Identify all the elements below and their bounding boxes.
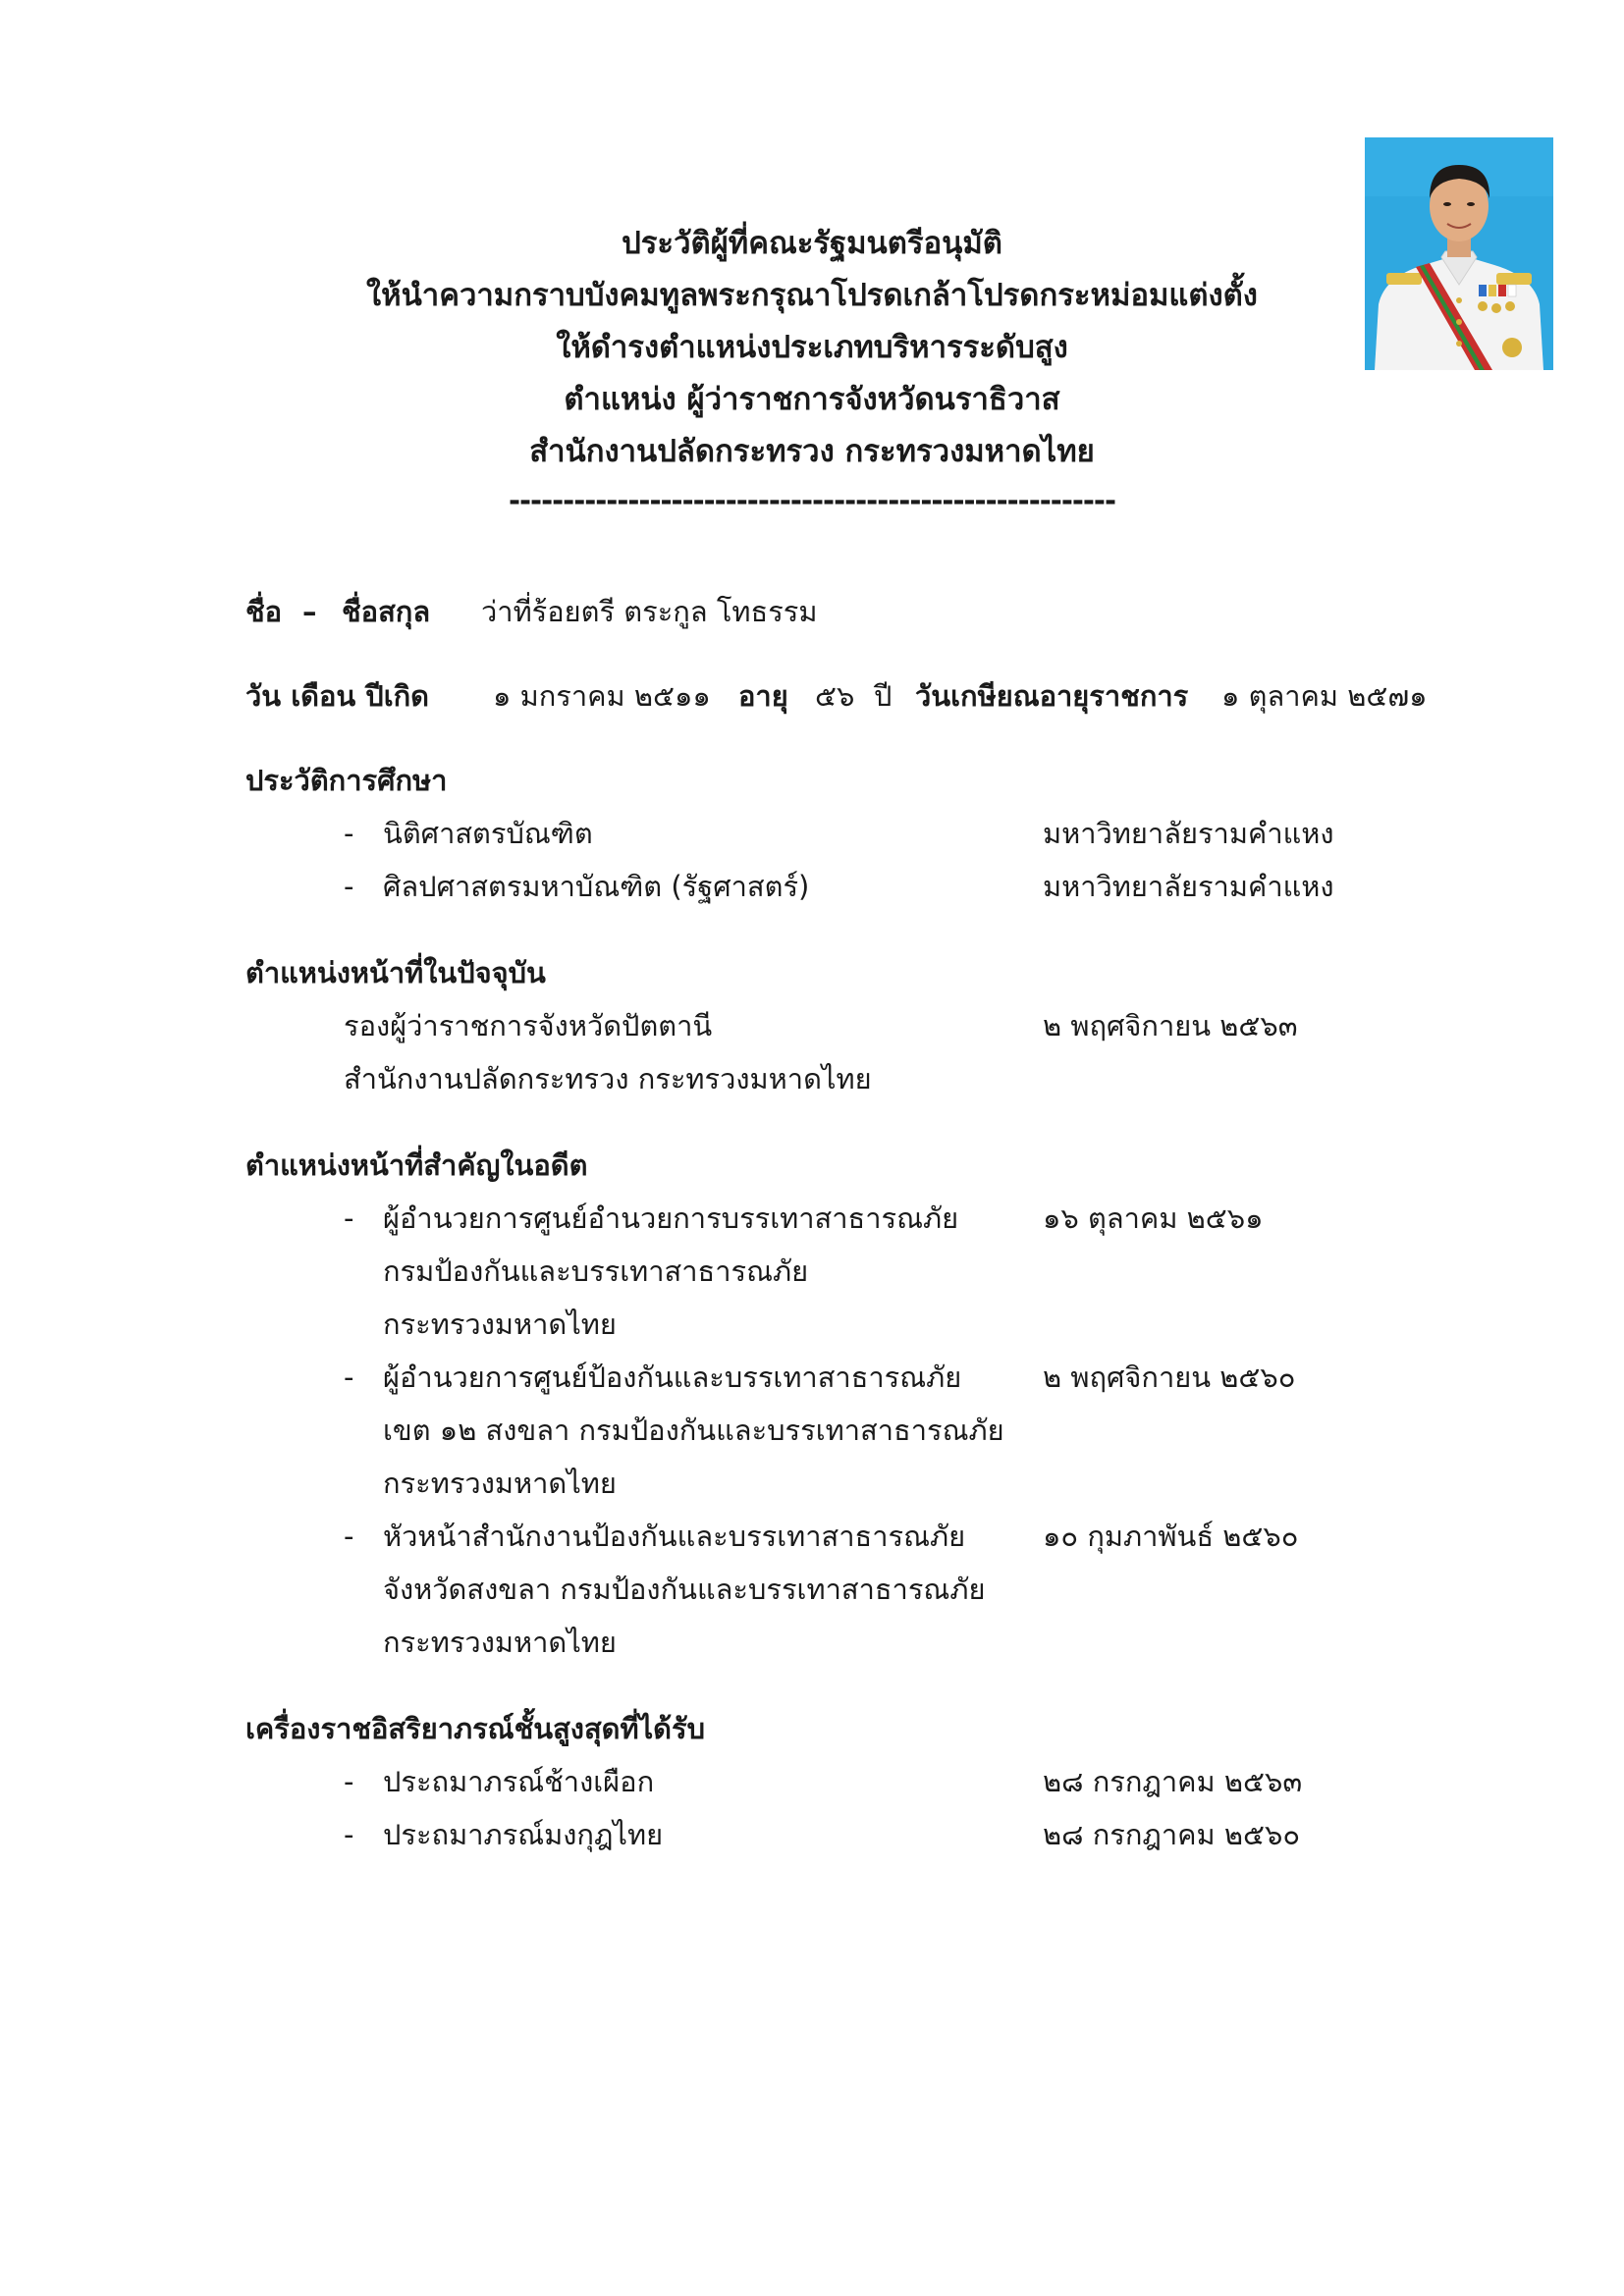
birth-row [245,669,1483,722]
title-line: ตำแหน่ง ผู้ว่าราชการจังหวัดนราธิวาส [564,382,1060,417]
age-label: อายุ [738,679,788,713]
surname-label: ชื่อสกุล [342,595,431,628]
past-positions-heading: ตำแหน่งหน้าที่สำคัญในอดีต [245,1148,588,1182]
current-position-line: รองผู้ว่าราชการจังหวัดปัตตานี [344,1009,713,1042]
decoration-item [245,1808,1483,1861]
decoration-date: ๒๘ กรกฎาคม ๒๕๖๓ [1043,1765,1303,1798]
name-row [245,585,1483,638]
past-position-line: กรมป้องกันและบรรเทาสาธารณภัย [383,1255,809,1288]
profile-content [245,585,1483,1861]
bullet: - [344,817,354,850]
decoration-date: ๒๘ กรกฎาคม ๒๕๖๐ [1043,1818,1301,1851]
birth-label: วัน เดือน ปีเกิด [245,679,429,713]
education-item [245,860,1483,913]
decorations-heading: เครื่องราชอิสริยาภรณ์ชั้นสูงสุดที่ได้รับ [245,1712,705,1745]
current-position-item [245,999,1483,1105]
retirement-label: วันเกษียณอายุราชการ [915,679,1189,713]
past-position-item [245,1351,1483,1510]
past-position-line: กระทรวงมหาดไทย [383,1308,617,1341]
past-position-date: ๑๖ ตุลาคม ๒๕๖๑ [1043,1201,1264,1235]
age-unit: ปี [874,679,893,713]
bullet: - [344,1201,354,1235]
education-institution: มหาวิทยาลัยรามคำแหง [1043,870,1334,903]
bullet: - [344,1765,354,1798]
education-item [245,807,1483,860]
bullet: - [344,1361,354,1394]
bullet: - [344,870,354,903]
past-position-line: กระทรวงมหาดไทย [383,1626,617,1659]
age-value: ๕๖ [815,679,855,713]
education-degree: นิติศาสตรบัณฑิต [383,817,593,850]
retirement-date: ๑ ตุลาคม ๒๕๗๑ [1221,679,1428,713]
past-position-date: ๒ พฤศจิกายน ๒๕๖๐ [1043,1361,1296,1394]
past-position-line: กระทรวงมหาดไทย [383,1467,617,1500]
past-position-line: ผู้อำนวยการศูนย์อำนวยการบรรเทาสาธารณภัย [383,1201,959,1235]
past-position-line: เขต ๑๒ สงขลา กรมป้องกันและบรรเทาสาธารณภัย [383,1414,1004,1447]
decoration-name: ประถมาภรณ์มงกุฎไทย [383,1818,664,1851]
decoration-item [245,1755,1483,1808]
past-position-line: ผู้อำนวยการศูนย์ป้องกันและบรรเทาสาธารณภัย [383,1361,962,1394]
bullet: - [344,1520,354,1553]
title-divider: -------------------------------------------------------- [508,484,1116,517]
title-line: สำนักงานปลัดกระทรวง กระทรวงมหาดไทย [529,434,1095,469]
past-position-item [245,1192,1483,1351]
education-heading: ประวัติการศึกษา [245,764,448,797]
current-position-heading: ตำแหน่งหน้าที่ในปัจจุบัน [245,956,546,989]
past-position-item [245,1510,1483,1669]
portrait-photo [1365,137,1553,370]
name-dash: – [302,595,317,628]
current-position-line: สำนักงานปลัดกระทรวง กระทรวงมหาดไทย [344,1062,872,1095]
portrait-icon [1365,137,1553,370]
past-position-date: ๑๐ กุมภาพันธ์ ๒๕๖๐ [1043,1520,1299,1553]
bullet: - [344,1818,354,1851]
education-degree: ศิลปศาสตรมหาบัณฑิต (รัฐศาสตร์) [383,870,810,903]
name-label: ชื่อ [245,595,283,628]
decoration-name: ประถมาภรณ์ช้างเผือก [383,1765,655,1798]
title-line: ประวัติผู้ที่คณะรัฐมนตรีอนุมัติ [622,226,1002,261]
title-line: ให้ดำรงตำแหน่งประเภทบริหารระดับสูง [556,330,1068,365]
past-position-line: หัวหน้าสำนักงานป้องกันและบรรเทาสาธารณภัย [383,1520,966,1553]
current-position-date: ๒ พฤศจิกายน ๒๕๖๓ [1043,1009,1298,1042]
name-value: ว่าที่ร้อยตรี ตระกูล โทธรรม [481,595,818,628]
education-institution: มหาวิทยาลัยรามคำแหง [1043,817,1334,850]
past-position-line: จังหวัดสงขลา กรมป้องกันและบรรเทาสาธารณภัย [383,1573,986,1606]
title-line: ให้นำความกราบบังคมทูลพระกรุณาโปรดเกล้าโปรดกระหม่อมแต่งตั้ง [366,278,1258,313]
birth-date: ๑ มกราคม ๒๕๑๑ [493,679,711,713]
